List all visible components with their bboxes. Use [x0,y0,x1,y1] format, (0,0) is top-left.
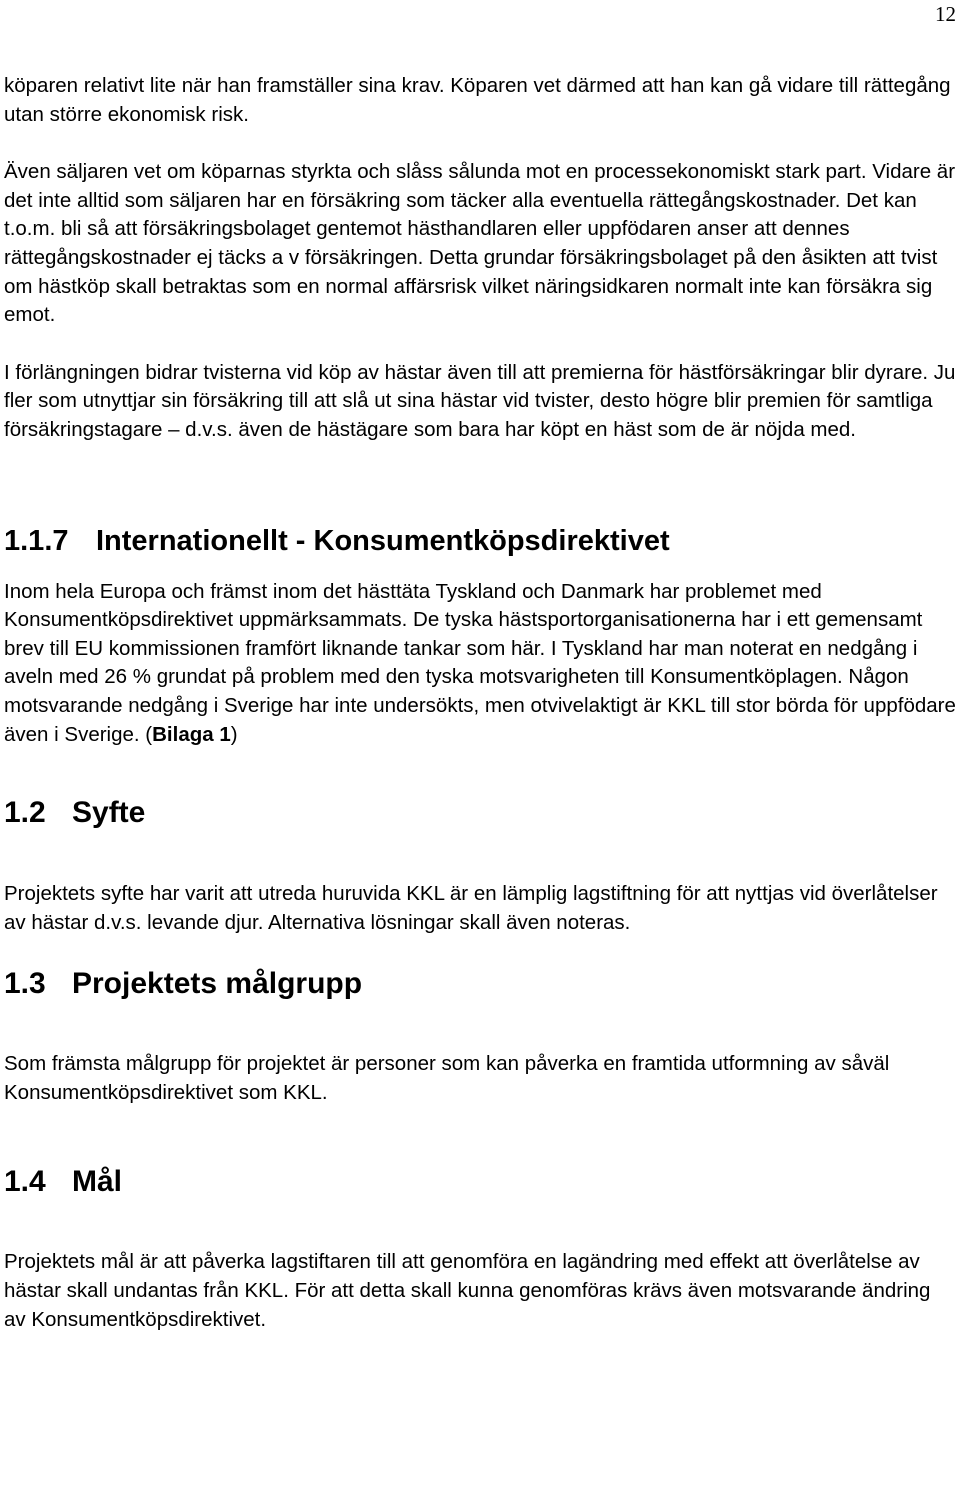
heading-number: 1.1.7 [4,524,69,557]
paragraph-buyer-risk: köparen relativt lite när han framställer sina krav. Köparen vet därmed att han kan gå vidare till rättegång utan större ekonomisk risk. [4,74,951,126]
heading-1-2 [4,793,957,833]
heading-number: 1.3 [4,967,46,1001]
paragraph-text: Inom hela Europa och främst inom det hästtäta Tyskland och Danmark har problemet med Konsumentköpsdirektivet uppmärksammats. De tyska hästsportorganisationerna har i ett gemensamt brev till EU kommissionen framfört liknande tankar som här. I Tyskland har man noterat en nedgång i aveln med 26 % grundat på problem med den tyska motsvarigheten till Konsumentköplagen. Någon motsvarande nedgång i Sverige har inte undersökts, men otvivelaktigt är KKL till stor börda för uppfödare även i Sverige. ( [4,579,956,746]
document-body [4,72,957,1334]
appendix-reference: Bilaga 1 [152,722,231,746]
paragraph-international [4,578,957,750]
paragraph-target-group: Som främsta målgrupp för projektet är personer som kan påverka en framtida utformning av såväl Konsumentköpsdirektivet som KKL. [4,1052,890,1104]
heading-title: Projektets målgrupp [72,967,363,1001]
heading-title: Internationellt - Konsumentköpsdirektivet [96,524,670,557]
paragraph-purpose: Projektets syfte har varit att utreda huruvida KKL är en lämplig lagstiftning för att nyttjas vid överlåtelser av hästar d.v.s. levande djur. Alternativa lösningar skall även noteras. [4,882,938,934]
heading-number: 1.2 [4,796,46,830]
heading-1-1-7 [4,521,957,561]
heading-title: Syfte [72,796,146,830]
heading-1-3 [4,964,957,1004]
paragraph-premiums: I förlängningen bidrar tvisterna vid köp av hästar även till att premierna för hästförsäkringar blir dyrare. Ju fler som utnyttjar sin försäkring till att slå ut sina hästar vid tvister, desto högre blir premien för samtliga försäkringstagare – d.v.s. även de hästägare som bara har köpt en häst som de är nöjda med. [4,360,956,441]
heading-1-4 [4,1162,957,1202]
paragraph-seller-insurance: Även säljaren vet om köparnas styrkta och slåss sålunda mot en processekonomiskt stark part. Vidare är det inte alltid som säljaren har en försäkring som täcker alla eventuella rättegångskostnader. Det kan t.o.m. bli så att försäkringsbolaget gentemot hästhandlaren eller uppfödaren anser att dennes rättegångskostnader ej täcks a v försäkringen. Detta grundar försäkringsbolaget på den åsikten att tvist om hästköp skall betraktas som en normal affärsrisk vilket näringsidkaren normalt inte kan försäkra sig emot. [4,160,956,327]
heading-title: Mål [72,1165,123,1199]
heading-number: 1.4 [4,1165,46,1199]
page-number: 12 [935,2,956,26]
paragraph-goal: Projektets mål är att påverka lagstiftaren till att genomföra en lagändring med effekt att överlåtelse av hästar skall undantas från KKL. För att detta skall kunna genomföras krävs även motsvarande ändring av Konsumentköpsdirektivet. [4,1250,931,1331]
paragraph-text-end: ) [230,722,238,746]
